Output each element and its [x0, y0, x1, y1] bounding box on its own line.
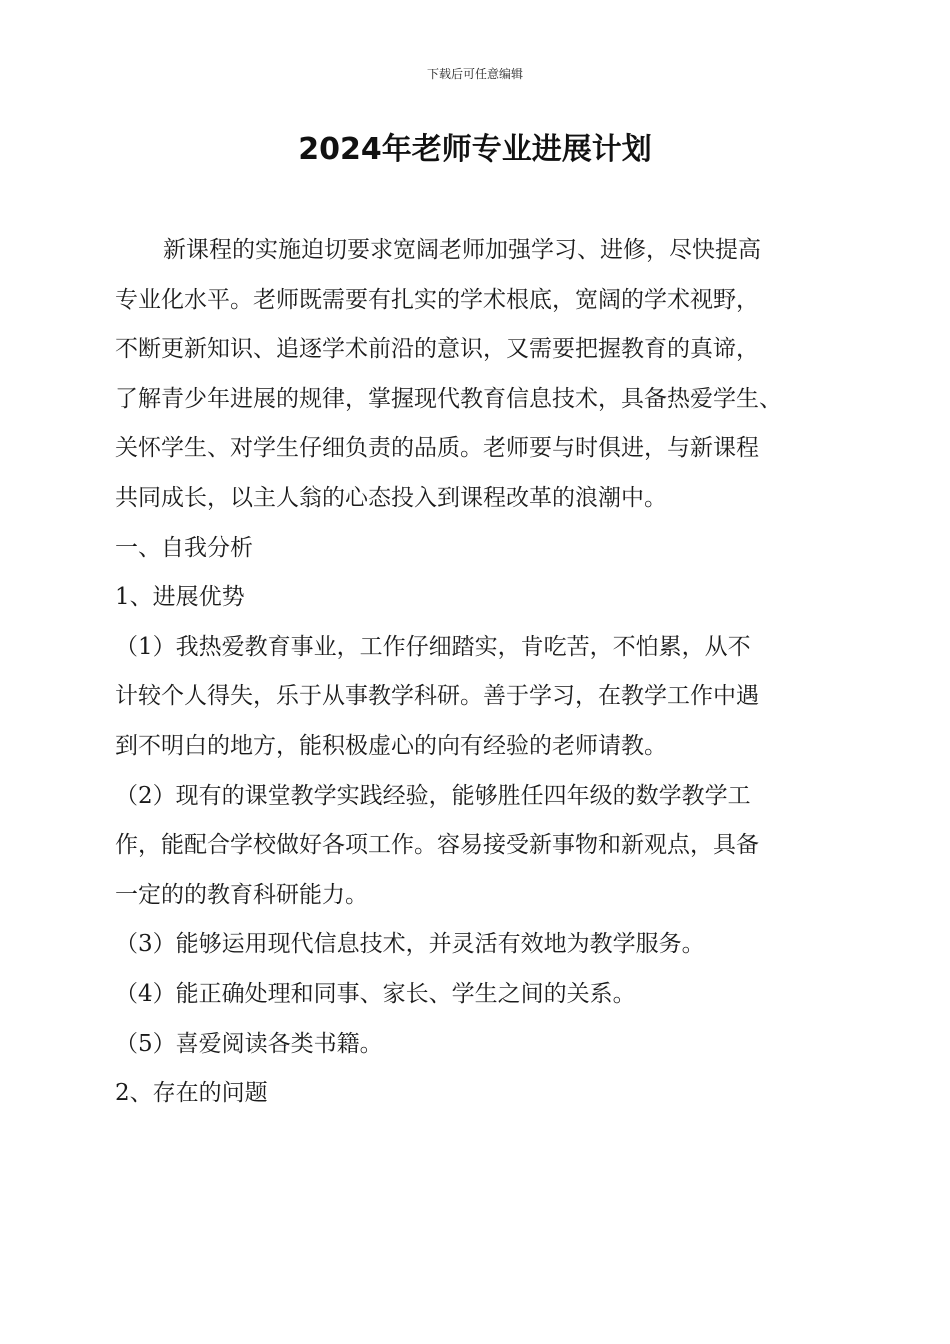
list-item-line: （1）我热爱教育事业，工作仔细踏实，肯吃苦，不怕累，从不 — [115, 633, 751, 660]
section-heading: 一、自我分析 — [115, 534, 253, 561]
list-item-line: （2）现有的课堂教学实践经验，能够胜任四年级的数学教学工 — [115, 782, 751, 809]
document-body — [115, 226, 845, 1119]
subsection-heading: 2、存在的问题 — [115, 1080, 268, 1107]
list-item-line: 作，能配合学校做好各项工作。容易接受新事物和新观点，具备 — [115, 832, 759, 859]
list-item-line: （5）喜爱阅读各类书籍。 — [115, 1030, 383, 1057]
list-item-line: 到不明白的地方，能积极虚心的向有经验的老师请教。 — [115, 732, 667, 759]
page-title: 2024年老师专业进展计划 — [298, 132, 652, 167]
paragraph-line: 专业化水平。老师既需要有扎实的学术根底，宽阔的学术视野， — [115, 286, 759, 313]
paragraph-line: 共同成长，以主人翁的心态投入到课程改革的浪潮中。 — [115, 484, 667, 511]
list-item-line: （3）能够运用现代信息技术，并灵活有效地为教学服务。 — [115, 931, 705, 958]
subsection-heading: 1、进展优势 — [115, 584, 245, 611]
list-item-line: 计较个人得失，乐于从事教学科研。善于学习，在教学工作中遇 — [115, 683, 759, 710]
paragraph-line: 了解青少年进展的规律，掌握现代教育信息技术，具备热爱学生、 — [115, 385, 782, 412]
paragraph-line: 不断更新知识、追逐学术前沿的意识，又需要把握教育的真谛， — [115, 336, 759, 363]
paragraph-line: 新课程的实施迫切要求宽阔老师加强学习、进修，尽快提高 — [163, 237, 761, 263]
list-item-line: （4）能正确处理和同事、家长、学生之间的关系。 — [115, 980, 636, 1007]
paragraph-line: 关怀学生、对学生仔细负责的品质。老师要与时俱进，与新课程 — [115, 435, 759, 462]
list-item-line: 一定的的教育科研能力。 — [115, 881, 368, 908]
header-note: 下载后可任意编辑 — [426, 67, 523, 81]
